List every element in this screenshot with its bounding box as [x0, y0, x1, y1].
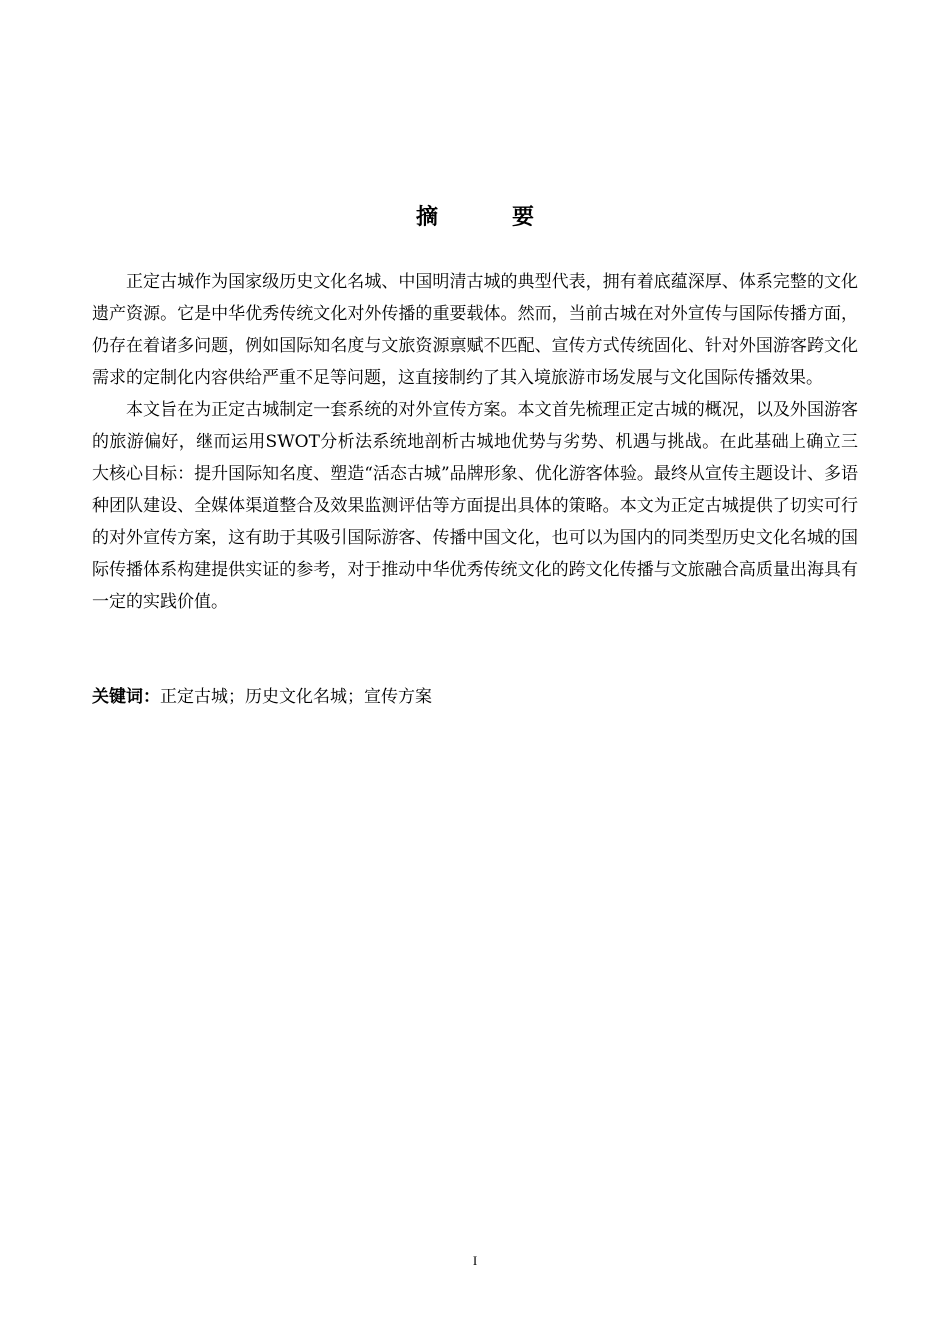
abstract-body — [92, 266, 858, 618]
keywords-label: 关键词： — [92, 687, 160, 707]
keywords-value: 正定古城；历史文化名城；宣传方案 — [160, 687, 432, 707]
page-number: I — [472, 1253, 478, 1268]
keywords-line — [92, 684, 858, 710]
page-title: 摘 要 — [415, 205, 560, 230]
abstract-paragraph-2: 本文旨在为正定古城制定一套系统的对外宣传方案。本文首先梳理正定古城的概况，以及外国游客的旅游偏好，继而运用SWOT分析法系统地剖析古城地优势与劣势、机遇与挑战。在此基础上确立三大核心目标：提升国际知名度、塑造“活态古城”品牌形象、优化游客体验。最终从宣传主题设计、多语种团队建设、全媒体渠道整合及效果监测评估等方面提出具体的策略。本文为正定古城提供了切实可行的对外宣传方案，这有助于其吸引国际游客、传播中国文化，也可以为国内的同类型历史文化名城的国际传播体系构建提供实证的参考，对于推动中华优秀传统文化的跨文化传播与文旅融合高质量出海具有一定的实践价值。 — [92, 400, 858, 612]
abstract-paragraph-1: 正定古城作为国家级历史文化名城、中国明清古城的典型代表，拥有着底蕴深厚、体系完整的文化遗产资源。它是中华优秀传统文化对外传播的重要载体。然而，当前古城在对外宣传与国际传播方面，仍存在着诸多问题，例如国际知名度与文旅资源禀赋不匹配、宣传方式传统固化、针对外国游客跨文化需求的定制化内容供给严重不足等问题，这直接制约了其入境旅游市场发展与文化国际传播效果。 — [92, 272, 858, 388]
